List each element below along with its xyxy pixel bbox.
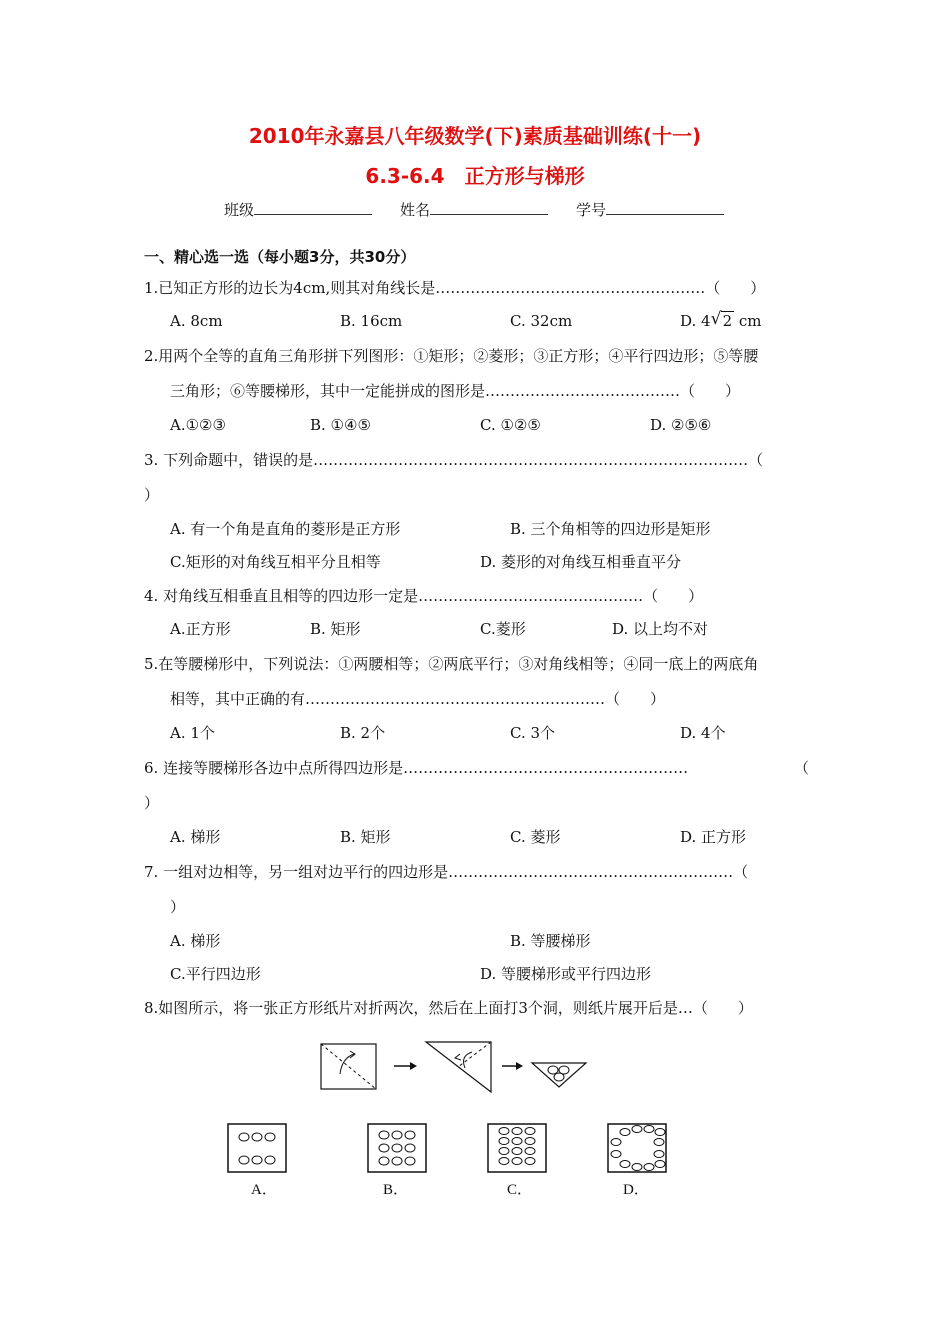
folding-diagram bbox=[310, 1036, 600, 1096]
q5-option-c[interactable]: C. 3个 bbox=[510, 724, 556, 742]
name-label: 姓名 bbox=[400, 201, 431, 219]
q6-paren-open: （ bbox=[794, 759, 810, 777]
q2-stem-line1: 2.用两个全等的直角三角形拼下列图形：①矩形；②菱形；③正方形；④平行四边形；⑤等腰 bbox=[144, 347, 759, 365]
q7-option-a[interactable]: A. 梯形 bbox=[170, 932, 221, 950]
q2-option-b[interactable]: B. ①④⑤ bbox=[310, 416, 371, 434]
step-arrowhead-1 bbox=[410, 1062, 417, 1070]
hole bbox=[548, 1066, 558, 1074]
q4-option-d[interactable]: D. 以上均不对 bbox=[612, 620, 709, 638]
q2-option-c[interactable]: C. ①②⑤ bbox=[480, 416, 541, 434]
q1-option-a[interactable]: A. 8cm bbox=[170, 312, 223, 330]
q7-option-b[interactable]: B. 等腰梯形 bbox=[510, 932, 591, 950]
q4-option-a[interactable]: A.正方形 bbox=[170, 620, 231, 638]
q4-option-b[interactable]: B. 矩形 bbox=[310, 620, 361, 638]
q8-option-figures bbox=[215, 1118, 685, 1200]
q6-option-c[interactable]: C. 菱形 bbox=[510, 828, 561, 846]
q8-figure-a[interactable] bbox=[228, 1124, 286, 1172]
step-arrowhead-2 bbox=[516, 1062, 523, 1070]
q8-label-b: B． bbox=[383, 1182, 409, 1198]
q7-option-c[interactable]: C.平行四边形 bbox=[170, 965, 261, 983]
name-blank[interactable] bbox=[430, 200, 548, 215]
q3-stem-line2: ） bbox=[144, 486, 160, 504]
q1-stem: 1.已知正方形的边长为4cm,则其对角线长是………………………………………………（ ） bbox=[144, 279, 766, 297]
q5-stem-line2: 相等，其中正确的有……………………………………………………（ ） bbox=[170, 690, 666, 708]
q3-option-b[interactable]: B. 三个角相等的四边形是矩形 bbox=[510, 520, 711, 538]
class-blank[interactable] bbox=[254, 200, 372, 215]
q8-label-c: C． bbox=[507, 1182, 533, 1198]
hole bbox=[554, 1073, 564, 1081]
q8-stem: 8.如图所示，将一张正方形纸片对折两次，然后在上面打3个洞，则纸片展开后是…（ ） bbox=[144, 999, 753, 1017]
paper-small-triangle bbox=[532, 1063, 586, 1087]
q4-option-c[interactable]: C.菱形 bbox=[480, 620, 526, 638]
q7-option-d[interactable]: D. 等腰梯形或平行四边形 bbox=[480, 965, 652, 983]
id-label: 学号 bbox=[576, 201, 607, 219]
q1-option-d[interactable] bbox=[680, 311, 762, 331]
q1-option-c[interactable]: C. 32cm bbox=[510, 312, 573, 330]
q2-option-d[interactable]: D. ②⑤⑥ bbox=[650, 416, 712, 434]
unfolded-square-a bbox=[228, 1124, 286, 1172]
q3-option-a[interactable]: A. 有一个角是直角的菱形是正方形 bbox=[170, 520, 401, 538]
id-blank[interactable] bbox=[606, 200, 724, 215]
q6-stem-line2: ） bbox=[144, 794, 160, 812]
q8-figure-c[interactable] bbox=[488, 1124, 546, 1172]
class-field bbox=[224, 200, 372, 220]
q5-stem-line1: 5.在等腰梯形中，下列说法：①两腰相等；②两底平行；③对角线相等；④同一底上的两底角 bbox=[144, 655, 759, 673]
q3-option-c[interactable]: C.矩形的对角线互相平分且相等 bbox=[170, 553, 381, 571]
id-field bbox=[576, 200, 724, 220]
fold-arrow-2 bbox=[464, 1052, 472, 1068]
sqrt-symbol: √ 2 bbox=[710, 309, 733, 330]
q2-stem-line2: 三角形；⑥等腰梯形，其中一定能拼成的图形是…………………………………（ ） bbox=[170, 382, 741, 400]
page-subtitle: 6.3-6.4 正方形与梯形 bbox=[365, 164, 585, 188]
q5-option-b[interactable]: B. 2个 bbox=[340, 724, 386, 742]
q5-option-a[interactable]: A. 1个 bbox=[170, 724, 215, 742]
unfolded-square-d bbox=[608, 1124, 666, 1172]
q3-stem-line1: 3. 下列命题中，错误的是……………………………………………………………………………（ bbox=[144, 451, 764, 469]
q1-option-b[interactable]: B. 16cm bbox=[340, 312, 403, 330]
class-label: 班级 bbox=[224, 201, 255, 219]
q8-figure-b[interactable] bbox=[368, 1124, 426, 1172]
page-title: 2010年永嘉县八年级数学(下)素质基础训练(十一) bbox=[248, 124, 702, 148]
q1-d-radicand: 2 bbox=[722, 312, 733, 330]
q1-d-unit: cm bbox=[738, 312, 762, 330]
q1-d-prefix: D. 4 bbox=[680, 312, 711, 330]
q6-option-b[interactable]: B. 矩形 bbox=[340, 828, 391, 846]
q8-label-d: D． bbox=[623, 1182, 649, 1198]
fold-arrowhead-2 bbox=[455, 1054, 461, 1060]
name-field bbox=[400, 200, 548, 220]
q6-stem-line1: 6. 连接等腰梯形各边中点所得四边形是………………………………………………… bbox=[144, 759, 689, 777]
q8-figure-d[interactable] bbox=[608, 1124, 666, 1172]
q6-option-a[interactable]: A. 梯形 bbox=[170, 828, 221, 846]
q7-stem-line2: ） bbox=[170, 898, 186, 916]
q2-option-a[interactable]: A.①②③ bbox=[170, 416, 226, 434]
q5-option-d[interactable]: D. 4个 bbox=[680, 724, 726, 742]
q8-label-a: A． bbox=[251, 1182, 277, 1198]
q7-stem-line1: 7. 一组对边相等，另一组对边平行的四边形是…………………………………………………（ bbox=[144, 863, 749, 881]
q3-option-d[interactable]: D. 菱形的对角线互相垂直平分 bbox=[480, 553, 682, 571]
fold-line-diagonal bbox=[321, 1044, 376, 1089]
fold-line-2 bbox=[458, 1042, 491, 1067]
q6-option-d[interactable]: D. 正方形 bbox=[680, 828, 747, 846]
section-heading: 一、精心选一选（每小题3分，共30分） bbox=[144, 248, 416, 266]
q4-stem: 4. 对角线互相垂直且相等的四边形一定是………………………………………（ ） bbox=[144, 587, 704, 605]
